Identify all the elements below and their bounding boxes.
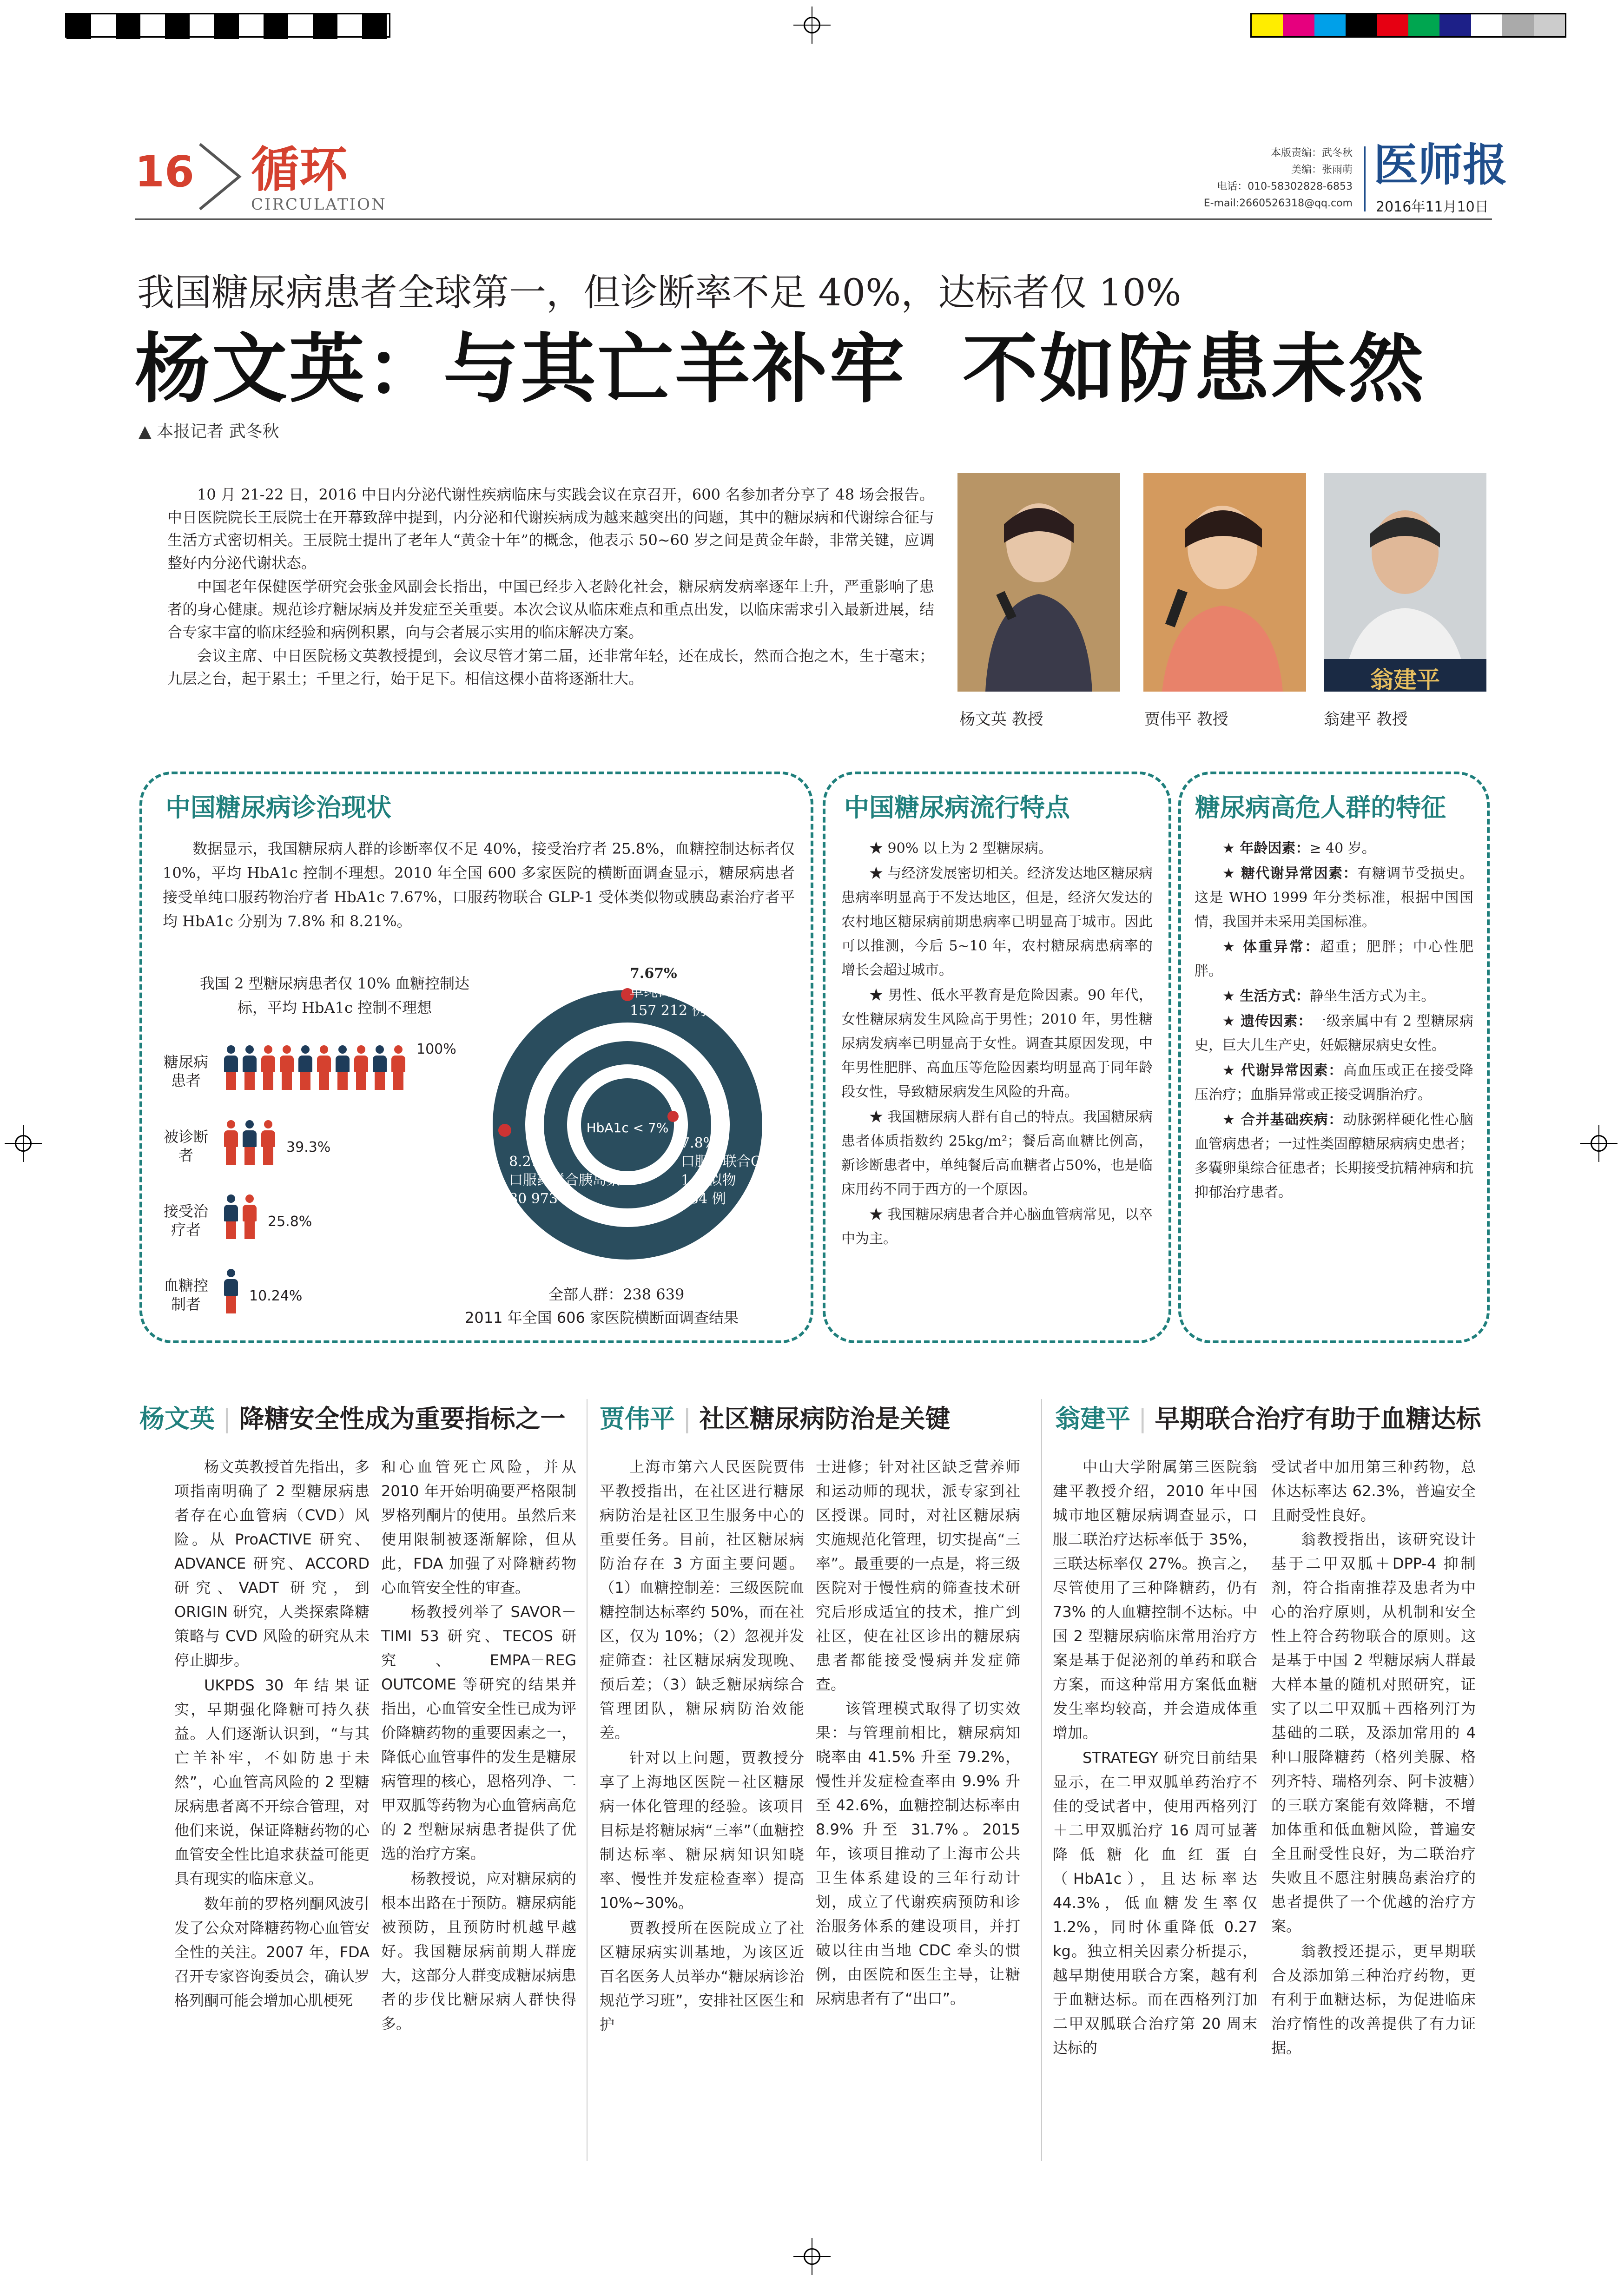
photo-caption: 杨文英 教授 xyxy=(959,710,1043,729)
crosshair-mark-left xyxy=(5,1125,42,1162)
body-paragraph: 贾教授所在医院成立了社区糖尿病实训基地，为该区近百名医务人员举办“糖尿病诊治规范学习班”，安排社区医生和护 xyxy=(600,1919,804,2033)
person-icon xyxy=(260,1045,276,1090)
risk-key: ★ 糖代谢异常因素： xyxy=(1222,865,1358,882)
crosshair-mark-top xyxy=(793,7,831,44)
ring-category: 单纯口服药 xyxy=(630,984,700,1000)
column-jia-1 xyxy=(600,1455,804,2038)
article-subtitle: 我国糖尿病患者全球第一，但诊断率不足 40%，达标者仅 10% xyxy=(137,271,1182,314)
person-icon xyxy=(223,1045,239,1090)
section-heading: 社区糖尿病防治是关键 xyxy=(699,1404,951,1433)
figure-caption-top: 我国 2 型糖尿病患者仅 10% 血糖控制达标，平均 HbA1c 控制不理想 xyxy=(199,975,470,1016)
body-paragraph: 士进修；针对社区缺乏营养师和运动师的现状，派专家到社区授课。同时，对社区糖尿病实施规范化管理，切实提高“三率”。最重要的一点是，将三级医院对于慢性病的筛查技术研究后形成适宜的技术，推广到社区，使在社区诊出的糖尿病患者都能接受慢病并发症筛查。 xyxy=(816,1458,1020,1693)
row-percent: 10.24% xyxy=(249,1288,303,1304)
epidemic-item: ★ 90% 以上为 2 型糖尿病。 xyxy=(869,840,1052,857)
phone-credit: 电话：010-58302828-6853 xyxy=(1217,181,1353,192)
risk-value: 动脉粥样硬化性心脑血管病患者；一过性类固醇糖尿病病史患者；多囊卵巢综合征患者；长期接受抗精神病和抗抑郁治疗患者。 xyxy=(1195,1112,1474,1201)
risk-item xyxy=(1195,837,1473,861)
masthead-logo: 医师报 xyxy=(1373,139,1507,191)
person-icon xyxy=(279,1045,295,1090)
body-paragraph: 数年前的罗格列酮风波引发了公众对降糖药物心血管安全性的关注。2007 年，FDA 召开专家咨询委员会，确认罗格列酮可能会增加心肌梗死 xyxy=(174,1895,370,2009)
color-registration-bar xyxy=(1250,13,1566,38)
ring-count: 80 973 例 xyxy=(509,1191,576,1207)
byline: ▲ 本报记者 武冬秋 xyxy=(139,422,279,441)
risk-item xyxy=(1195,984,1473,1009)
print-registration-bar xyxy=(65,13,390,38)
body-paragraph: 杨教授列举了 SAVOR－TIMI 53 研究、TECOS 研究、EMPA－REG OUTCOME 等研究的结果并指出，心血管安全性已成为评价降糖药物的重要因素之一，降低心血管事件的发生是糖尿病管理的核心，恩格列净、二甲双胍等药物为心血管病高危的 2 型糖尿病患者提供了优选的治疗方案。 xyxy=(381,1603,576,1862)
ring-category: 口服药联合GLP-1 类似物 xyxy=(681,1154,785,1188)
person-icon xyxy=(297,1045,313,1090)
intro-text xyxy=(167,483,934,691)
epidemic-box-title: 中国糖尿病流行特点 xyxy=(837,788,1077,824)
person-icon xyxy=(353,1045,369,1090)
risk-value: 超重；肥胖；中心性肥胖。 xyxy=(1195,939,1474,979)
section-head-yang: 杨文英 | 降糖安全性成为重要指标之一 xyxy=(139,1404,566,1433)
person-icon xyxy=(316,1045,332,1090)
row-label: 接受治疗者 xyxy=(163,1202,208,1239)
section-head-weng: 翁建平 | 早期联合治疗有助于血糖达标 xyxy=(1055,1404,1481,1433)
row-diagnosed xyxy=(158,1120,330,1165)
article-title: 杨文英：与其亡羊补牢 不如防患未然 xyxy=(135,326,1426,413)
person-icon xyxy=(372,1045,388,1090)
risk-item xyxy=(1195,1108,1473,1205)
row-controlled xyxy=(158,1269,302,1313)
body-paragraph: 受试者中加用第三种药物，总体达标率达 62.3%，普遍安全且耐受性良好。 xyxy=(1271,1458,1476,1524)
person-icon xyxy=(223,1194,239,1239)
ring-total: 全部人群：238 639 xyxy=(548,1286,685,1303)
ring-percent: 8.21% xyxy=(509,1154,554,1170)
body-paragraph: 杨文英教授首先指出，多项指南明确了 2 型糖尿病患者存在心血管病（CVD）风险。从 ProACTIVE 研究、ADVANCE 研究、ACCORD 研究、VADT 研究，到 ORIGIN 研究，人类探索降糖策略与 CVD 风险的研究从未停止脚步。 xyxy=(174,1458,370,1669)
row-label: 糖尿病患者 xyxy=(163,1053,208,1089)
row-percent: 25.8% xyxy=(268,1214,312,1230)
ring-count: 157 212 例 xyxy=(630,1003,706,1019)
section-head-jia: 贾伟平 | 社区糖尿病防治是关键 xyxy=(600,1404,951,1433)
ring-label-glp1 xyxy=(681,1134,792,1208)
person-icon xyxy=(223,1269,239,1313)
body-paragraph: 杨教授说，应对糖尿病的根本出路在于预防。糖尿病能被预防，且预防时机越早越好。我国糖尿病前期人群庞大，这部分人群变成糖尿病患者的步伐比糖尿病人群快得多。 xyxy=(381,1870,576,2032)
person-icon xyxy=(390,1045,406,1090)
masthead-divider xyxy=(1364,146,1366,211)
row-percent: 39.3% xyxy=(286,1139,331,1155)
person-icon xyxy=(260,1120,276,1165)
risk-key: ★ 遗传因素： xyxy=(1222,1013,1312,1029)
high-risk-list xyxy=(1195,837,1473,1206)
risk-item xyxy=(1195,1059,1473,1107)
pictogram-chart xyxy=(158,1041,483,1320)
risk-value: ≥ 40 岁。 xyxy=(1309,840,1376,857)
photo-caption: 翁建平 教授 xyxy=(1324,710,1408,729)
photo-jia-weiping xyxy=(1143,473,1306,692)
risk-item xyxy=(1195,1010,1473,1058)
ring-percent: 7.67% xyxy=(630,965,677,982)
column-yang-1 xyxy=(174,1455,370,2013)
header-rule xyxy=(135,218,1492,220)
section-heading: 早期联合治疗有助于血糖达标 xyxy=(1155,1404,1481,1433)
epidemic-item: ★ 我国糖尿病患者合并心脑血管病常见，以卒中为主。 xyxy=(841,1207,1153,1247)
risk-key: ★ 体重异常： xyxy=(1222,939,1320,955)
ring-label-oral xyxy=(630,964,706,1020)
column-jia-2 xyxy=(816,1455,1020,2012)
risk-item xyxy=(1195,935,1473,983)
risk-key: ★ 年龄因素： xyxy=(1222,840,1310,857)
expert-name: 贾伟平 xyxy=(600,1404,675,1433)
risk-value: 静坐生活方式为主。 xyxy=(1309,988,1435,1004)
intro-paragraph: 10 月 21-22 日，2016 中日内分泌代谢性疾病临床与实践会议在京召开，600 名参加者分享了 48 场会报告。中日医院院长王辰院士在开幕致辞中提到，内分泌和代谢疾病成为越来越突出的问题，其中的糖尿病和代谢综合征与生活方式密切相关。王辰院士提出了老年人“黄金十年”的概念，他表示 50~60 岁之间是黄金年龄，非常关键，应调整好内分泌代谢状态。 xyxy=(167,486,934,572)
row-patients xyxy=(158,1041,456,1090)
ring-category: 口服药联合胰岛素 xyxy=(509,1172,621,1188)
photo-yang-wenying xyxy=(957,473,1120,692)
issue-date: 2016年11月10日 xyxy=(1376,199,1489,215)
expert-name: 翁建平 xyxy=(1055,1404,1130,1433)
row-label: 血糖控制者 xyxy=(163,1277,208,1313)
ring-label-insulin xyxy=(509,1153,621,1208)
body-paragraph: 上海市第六人民医院贾伟平教授指出，在社区进行糖尿病防治是社区卫生服务中心的重要任务。目前，社区糖尿病防治存在 3 方面主要问题。（1）血糖控制差：三级医院血糖控制达标率约 50%，而在社区，仅为 10%；（2）忽视并发症筛查：社区糖尿病发现晚、预后差；（3）缺乏糖尿病综合管理团队，糖尿病防治效能差。 xyxy=(600,1458,804,1742)
risk-value: 高血压或正在接受降压治疗；血脂异常或正接受调脂治疗。 xyxy=(1195,1062,1474,1103)
risk-key: ★ 代谢异常因素： xyxy=(1222,1062,1343,1079)
body-paragraph: 和心血管死亡风险，并从 2010 年开始明确要严格限制罗格列酮片的使用。虽然后来使用限制被逐渐解除，但从此，FDA 加强了对降糖药物心血管安全性的审查。 xyxy=(381,1458,576,1597)
body-paragraph: 翁教授指出，该研究设计基于二甲双胍＋DPP-4 抑制剂，符合指南推荐及患者为中心的治疗原则，从机制和安全性上符合药物联合的原则。这是基于中国 2 型糖尿病人群最大样本量的随机对照研究，证实了以二甲双胍＋西格列汀为基础的二联，及添加常用的 4 种口服降糖药（格列美脲、格列齐特、瑞格列奈、阿卡波糖）的三联方案能有效降糖，不增加体重和低血糖风险，普遍安全且耐受性良好，为二联治疗失败且不愿注射胰岛素治疗的患者提供了一个优越的治疗方案。 xyxy=(1271,1531,1476,1935)
designer-credit: 美编：张雨萌 xyxy=(1291,164,1353,176)
ring-center-label: HbA1c < 7% xyxy=(586,1120,669,1135)
body-paragraph: STRATEGY 研究目前结果显示，在二甲双胍单药治疗不佳的受试者中，使用西格列汀＋二甲双胍治疗 16 周可显著降低糖化血红蛋白（HbA1c），且达标率达 44.3%，低血糖发生率仅 1.2%，同时体重降低 0.27 kg。独立相关因素分析提示，越早期使用联合方案，越有利于血糖达标。而在西格列汀加二甲双胍联合治疗第 20 周末达标的 xyxy=(1053,1749,1257,2057)
editor-credit: 本版责编：武冬秋 xyxy=(1270,147,1353,159)
person-icon xyxy=(242,1045,257,1090)
photo-caption: 贾伟平 教授 xyxy=(1144,710,1228,729)
body-paragraph: 该管理模式取得了切实效果：与管理前相比，糖尿病知晓率由 41.5% 升至 79.2%，慢性并发症检查率由 9.9% 升至 42.6%，血糖控制达标率由 8.9% 升至 31.7%。2015 年，该项目推动了上海市公共卫生体系建设的三年行动计划，成立了代谢疾病预防和诊治服务体系的建设项目，并打破以往由当地 CDC 牵头的惯例，由医院和医生主导，让糖尿病患者有了“出口”。 xyxy=(816,1700,1020,2007)
epidemic-item: ★ 我国糖尿病人群有自己的特点。我国糖尿病患者体质指数约 25kg/m²；餐后高血糖比例高，新诊断患者中，单纯餐后高血糖者占50%，也是临床用药不同于西方的一个原因。 xyxy=(841,1109,1153,1198)
person-icon xyxy=(242,1120,257,1165)
row-treated xyxy=(158,1194,312,1239)
figure-caption-bottom: 2011 年全国 606 家医院横断面调查结果 xyxy=(465,1309,739,1326)
intro-paragraph: 会议主席、中日医院杨文英教授提到，会议尽管才第二届，还非常年轻，还在成长，然而合抱之木，生于毫末；九层之台，起于累土；千里之行，始于足下。相信这棵小苗将逐渐壮大。 xyxy=(167,647,934,687)
epidemic-list xyxy=(841,837,1153,1252)
risk-key: ★ 合并基础疾病： xyxy=(1222,1112,1343,1128)
person-icon xyxy=(335,1045,350,1090)
body-paragraph: 针对以上问题，贾教授分享了上海地区医院－社区糖尿病一体化管理的经验。该项目目标是将糖尿病“三率”（血糖控制达标率、糖尿病知识知晓率、慢性并发症检查率）提高 10%~30%。 xyxy=(600,1749,804,1912)
page-number: 16 xyxy=(135,147,195,197)
column-yang-2 xyxy=(381,1455,576,2037)
name-plate: 翁建平 xyxy=(1370,666,1440,692)
crosshair-mark-right xyxy=(1580,1125,1617,1162)
body-paragraph: UKPDS 30 年结果证实，早期强化降糖可持久获益。人们逐渐认识到，“与其亡羊补牢，不如防患于未然”，心血管高风险的 2 型糖尿病患者离不开综合管理，对他们来说，保证降糖药物的心血管安全性比追求获益可能更具有现实的临床意义。 xyxy=(174,1676,370,1887)
body-paragraph: 翁教授还提示，更早期联合及添加第三种治疗药物，更有利于血糖达标，为促进临床治疗惰性的改善提供了有力证据。 xyxy=(1271,1942,1476,2057)
crosshair-mark-bottom xyxy=(793,2238,831,2275)
intro-paragraph: 中国老年保健医学研究会张金风副会长指出，中国已经步入老龄化社会，糖尿病发病率逐年上升，严重影响了患者的身心健康。规范诊疗糖尿病及并发症至关重要。本次会议从临床难点和重点出发，以临床需求引入最新进展，结合专家丰富的临床经验和病例积累，向与会者展示实用的临床解决方案。 xyxy=(167,578,934,641)
row-label: 被诊断者 xyxy=(163,1128,208,1164)
status-box-text xyxy=(163,837,795,934)
risk-item xyxy=(1195,862,1473,934)
risk-key: ★ 生活方式： xyxy=(1222,988,1310,1004)
person-icon xyxy=(223,1120,239,1165)
column-divider xyxy=(1041,1399,1042,2161)
epidemic-item: ★ 与经济发展密切相关。经济发达地区糖尿病患病率明显高于不发达地区，但是，经济欠发达的农村地区糖尿病前期患病率已明显高于城市。因此可以推测，今后 5~10 年，农村糖尿病患病率的增长会超过城市。 xyxy=(841,865,1153,978)
status-paragraph: 数据显示，我国糖尿病人群的诊断率仅不足 40%，接受治疗者 25.8%，血糖控制达标者仅 10%，平均 HbA1c 控制不理想。2010 年全国 600 多家医院的横断面调查显示，糖尿病患者接受单纯口服药物治疗者 HbA1c 7.67%，口服药物联合 GLP-1 受体类似物或胰岛素治疗者平均 HbA1c 分别为 7.8% 和 8.21%。 xyxy=(163,840,795,930)
ring-percent: 7.8% xyxy=(681,1135,717,1151)
expert-name: 杨文英 xyxy=(139,1404,215,1433)
section-title-cn: 循环 xyxy=(251,141,348,198)
status-box-title: 中国糖尿病诊治现状 xyxy=(158,788,399,824)
header-credits xyxy=(1195,145,1353,212)
column-divider xyxy=(587,1399,588,2161)
section-title-en: CIRCULATION xyxy=(251,195,387,214)
email-credit: E-mail:2660526318@qq.com xyxy=(1203,198,1353,209)
row-percent: 100% xyxy=(416,1041,456,1057)
high-risk-box-title: 糖尿病高危人群的特征 xyxy=(1188,788,1453,824)
section-heading: 降糖安全性成为重要指标之一 xyxy=(239,1404,566,1433)
epidemic-item: ★ 男性、低水平教育是危险因素。90 年代，女性糖尿病发生风险高于男性；2010 年，男性糖尿病发病率已明显高于女性。调查其原因发现，中年男性肥胖、高血压等危险因素均明显高于同年龄段女性，导致糖尿病发生风险的升高。 xyxy=(841,987,1153,1100)
ring-count: 454 例 xyxy=(681,1191,726,1207)
chevron-right-icon xyxy=(195,139,246,214)
risk-value: 有糖调节受损史。这是 WHO 1999 年分类标准，根据中国国情，我国并未采用美国标准。 xyxy=(1195,865,1474,930)
column-weng-2 xyxy=(1271,1455,1476,2061)
photo-weng-jianping xyxy=(1324,473,1486,692)
person-icon xyxy=(242,1194,257,1239)
body-paragraph: 中山大学附属第三医院翁建平教授介绍，2010 年中国城市地区糖尿病调查显示，口服二联治疗达标率低于 35%，三联达标率仅 27%。换言之，尽管使用了三种降糖药，仍有 73% 的人血糖控制不达标。中国 2 型糖尿病临床常用治疗方案是基于促泌剂的单药和联合方案，而这种常用方案低血糖发生率均较高，并会造成体重增加。 xyxy=(1053,1458,1257,1742)
risk-value: 一级亲属中有 2 型糖尿病史，巨大儿生产史，妊娠糖尿病史女性。 xyxy=(1195,1013,1473,1054)
column-weng-1 xyxy=(1053,1455,1257,2061)
